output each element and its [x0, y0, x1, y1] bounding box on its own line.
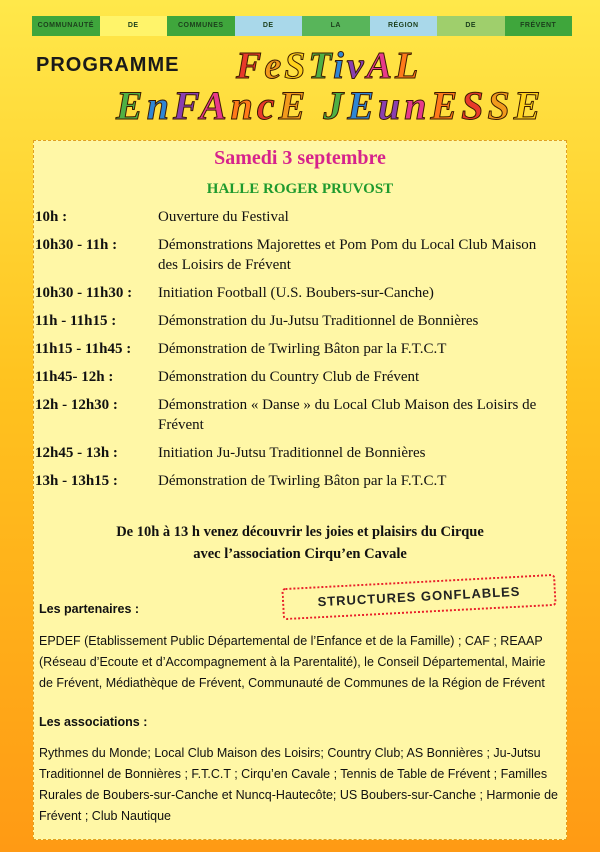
schedule-time: 13h - 13h15 : [35, 473, 118, 489]
banner-segment: LA [302, 16, 370, 36]
partners-text: EPDEF (Etablissement Public Départemental de l’Enfance et de la Famille) ; CAF ; REAAP (Réseau d’Ecoute et d’Accompagnement à la Parentalité), le Conseil Départemental, Mairie de Frévent, Médiathèque de Frévent, Communauté de Communes de la Région de Frévent [39, 634, 546, 690]
schedule-description: Démonstration de Twirling Bâton par la F.T.C.T [158, 341, 447, 357]
event-date: Samedi 3 septembre [214, 147, 386, 169]
programme-label: PROGRAMME [36, 54, 180, 76]
schedule-row [34, 443, 568, 463]
schedule-row [34, 235, 568, 275]
partners-title: Les partenaires : [39, 602, 140, 616]
schedule-row [34, 339, 568, 359]
schedule-time: 11h45- 12h : [35, 369, 114, 385]
cirque-announcement [34, 521, 566, 565]
program-panel [33, 140, 567, 840]
schedule-row [34, 207, 568, 227]
schedule-row [34, 311, 568, 331]
schedule-description: Démonstration du Ju-Jutsu Traditionnel de Bonnières [158, 313, 479, 329]
festival-subtitle: EnFAncE JEunESSE [116, 83, 545, 128]
schedule-row [34, 283, 568, 303]
banner-segment: COMMUNES [167, 16, 235, 36]
community-banner [32, 16, 572, 36]
schedule-time: 12h - 12h30 : [35, 397, 118, 413]
schedule-time: 12h45 - 13h : [35, 445, 118, 461]
schedule-time: 10h : [35, 209, 68, 225]
schedule-row [34, 471, 568, 491]
banner-segment: RÉGION [370, 16, 438, 36]
cirque-line-2: avec l’association Cirqu’en Cavale [193, 546, 407, 562]
banner-segment: COMMUNAUTÉ [32, 16, 100, 36]
associations-title: Les associations : [39, 715, 148, 729]
banner-segment: DE [235, 16, 303, 36]
schedule-time: 11h15 - 11h45 : [35, 341, 132, 357]
schedule-time: 11h - 11h15 : [35, 313, 117, 329]
schedule-description: Démonstration « Danse » du Local Club Maison des Loisirs de Frévent [158, 397, 537, 433]
schedule-description: Démonstrations Majorettes et Pom Pom du Local Club Maison des Loisirs de Frévent [158, 237, 537, 273]
banner-segment: FRÉVENT [505, 16, 573, 36]
festival-header [0, 40, 600, 135]
event-venue: HALLE ROGER PRUVOST [206, 181, 394, 197]
schedule-time: 10h30 - 11h30 : [35, 285, 133, 301]
banner-segment: DE [437, 16, 505, 36]
schedule-description: Ouverture du Festival [158, 209, 289, 225]
schedule-description: Initiation Football (U.S. Boubers-sur-Canche) [158, 285, 434, 301]
schedule-list [34, 207, 568, 499]
schedule-row [34, 367, 568, 387]
cirque-line-1: De 10h à 13 h venez découvrir les joies et plaisirs du Cirque [116, 524, 484, 540]
festival-title: FeSTivAL [236, 45, 422, 87]
banner-segment: DE [100, 16, 168, 36]
schedule-description: Démonstration du Country Club de Frévent [158, 369, 420, 385]
schedule-description: Initiation Ju-Jutsu Traditionnel de Bonnières [158, 445, 426, 461]
schedule-description: Démonstration de Twirling Bâton par la F.T.C.T [158, 473, 447, 489]
schedule-time: 10h30 - 11h : [35, 237, 118, 253]
associations-text: Rythmes du Monde; Local Club Maison des Loisirs; Country Club; AS Bonnières ; Ju-Jutsu Traditionnel de Bonnières ; F.T.C.T ; Cirqu’en Cavale ; Tennis de Table de Frévent ; Familles Rurales de Boubers-sur-Canche et Nuncq-Hautecôte; US Boubers-sur-Canche ; Harmonie de Frévent ; Club Nautique [39, 746, 559, 823]
schedule-row [34, 395, 568, 435]
structures-gonflables-badge: STRUCTURES GONFLABLES [281, 574, 556, 620]
